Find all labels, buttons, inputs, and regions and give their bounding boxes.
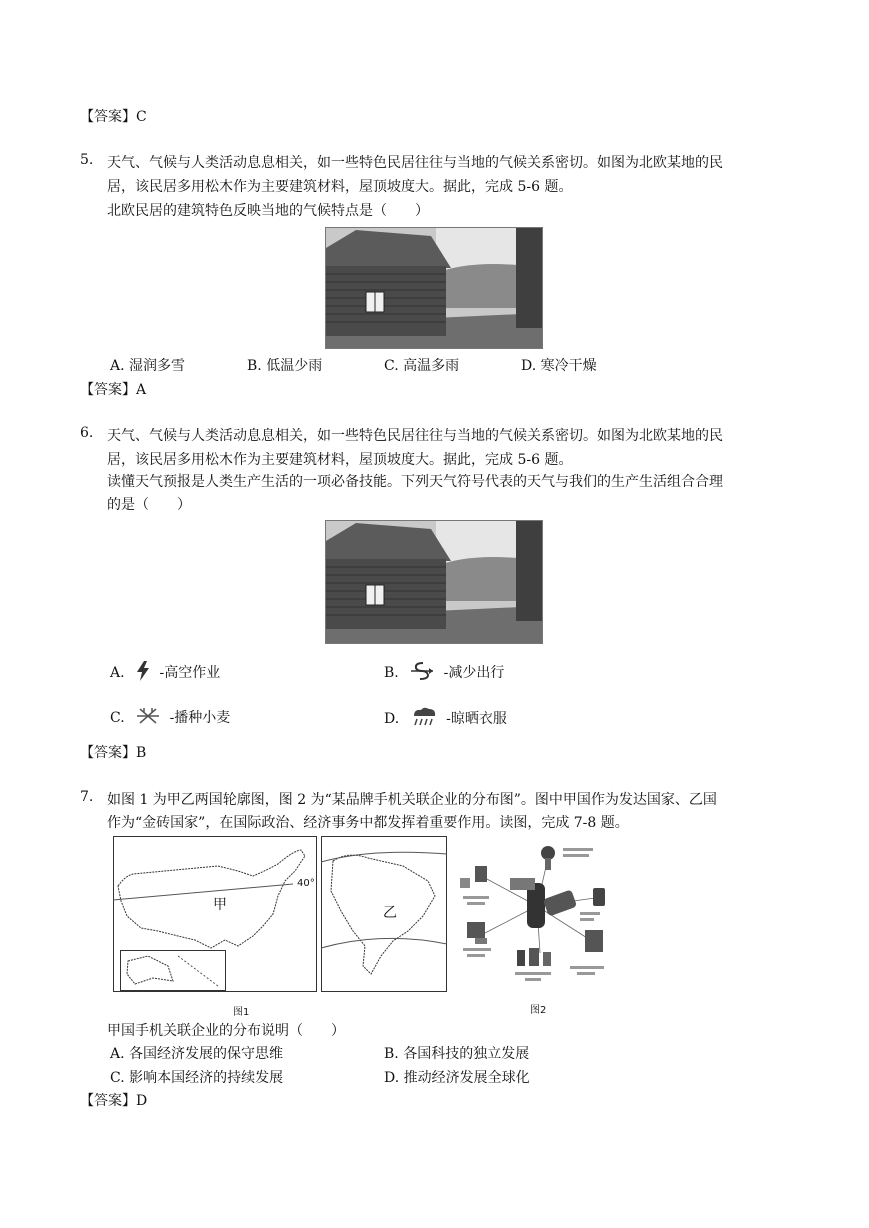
question-5-number: 5. [80, 152, 94, 168]
sandstorm-icon [409, 660, 435, 686]
question-6-stem-line: 天气、气候与人类活动息息相关，如一些特色民居往往与当地的气候关系密切。如图为北欧某地的民 [107, 428, 723, 444]
map-label-jia: 甲 [213, 897, 227, 913]
question-6-prompt: 的是（ ） [107, 497, 191, 513]
q6-option-a [110, 660, 220, 686]
q5-option-d: D. 寒冷干燥 [521, 358, 597, 374]
house-photo [325, 227, 543, 349]
figure-2-caption: 图2 [530, 1005, 547, 1016]
latitude-label: 40° [297, 878, 315, 889]
question-7-prompt: 甲国手机关联企业的分布说明（ ） [107, 1023, 345, 1039]
q6-option-b [384, 660, 504, 686]
answer-q7: 【答案】D [80, 1093, 148, 1109]
q6-option-c [110, 706, 230, 730]
thunderstorm-icon [135, 660, 151, 686]
figure-2-network [455, 838, 615, 993]
question-5-prompt: 北欧民居的建筑特色反映当地的气候特点是（ ） [107, 203, 429, 219]
question-7-stem-line: 如图 1 为甲乙两国轮廓图，图 2 为“某品牌手机关联企业的分布图”。图中甲国作为发达国家、乙国 [107, 792, 717, 808]
option-letter: A. [110, 665, 125, 681]
option-letter: D. [384, 711, 400, 727]
option-text: -高空作业 [159, 665, 221, 681]
q6-option-d [384, 706, 507, 732]
q7-option-d: D. 推动经济发展全球化 [384, 1070, 530, 1086]
q7-option-c: C. 影响本国经济的持续发展 [110, 1070, 284, 1086]
figure-1-caption: 图1 [233, 1007, 250, 1018]
q7-option-a: A. 各国经济发展的保守思维 [110, 1046, 284, 1062]
option-text: -播种小麦 [169, 710, 231, 726]
rain-shower-icon [410, 706, 438, 732]
question-6-stem-line: 读懂天气预报是人类生产生活的一项必备技能。下列天气符号代表的天气与我们的生产生活组合合理 [107, 474, 723, 490]
question-7-number: 7. [80, 789, 94, 805]
frost-icon [135, 706, 161, 730]
house-photo [325, 520, 543, 644]
answer-q6: 【答案】B [80, 745, 147, 761]
option-letter: C. [110, 710, 125, 726]
answer-q4: 【答案】C [80, 109, 147, 125]
question-7-stem-line: 作为“金砖国家”，在国际政治、经济事务中都发挥着重要作用。读图，完成 7-8 题。 [107, 815, 629, 831]
q5-option-a: A. 湿润多雪 [110, 358, 186, 374]
question-6-stem-line: 居，该民居多用松木作为主要建筑材料，屋顶坡度大。据此，完成 5-6 题。 [107, 452, 573, 468]
question-5-stem-line: 天气、气候与人类活动息息相关，如一些特色民居往往与当地的气候关系密切。如图为北欧某地的民 [107, 155, 723, 171]
option-text: -晾晒衣服 [446, 711, 507, 727]
map-label-yi: 乙 [383, 905, 397, 921]
q5-option-b: B. 低温少雨 [247, 358, 323, 374]
question-6-number: 6. [80, 425, 94, 441]
q5-option-c: C. 高温多雨 [384, 358, 460, 374]
figure-1-maps [113, 836, 447, 992]
option-text: -减少出行 [443, 665, 505, 681]
q7-option-b: B. 各国科技的独立发展 [384, 1046, 530, 1062]
option-letter: B. [384, 665, 399, 681]
answer-q5: 【答案】A [80, 382, 147, 398]
question-5-stem-line: 居，该民居多用松木作为主要建筑材料，屋顶坡度大。据此，完成 5-6 题。 [107, 179, 573, 195]
